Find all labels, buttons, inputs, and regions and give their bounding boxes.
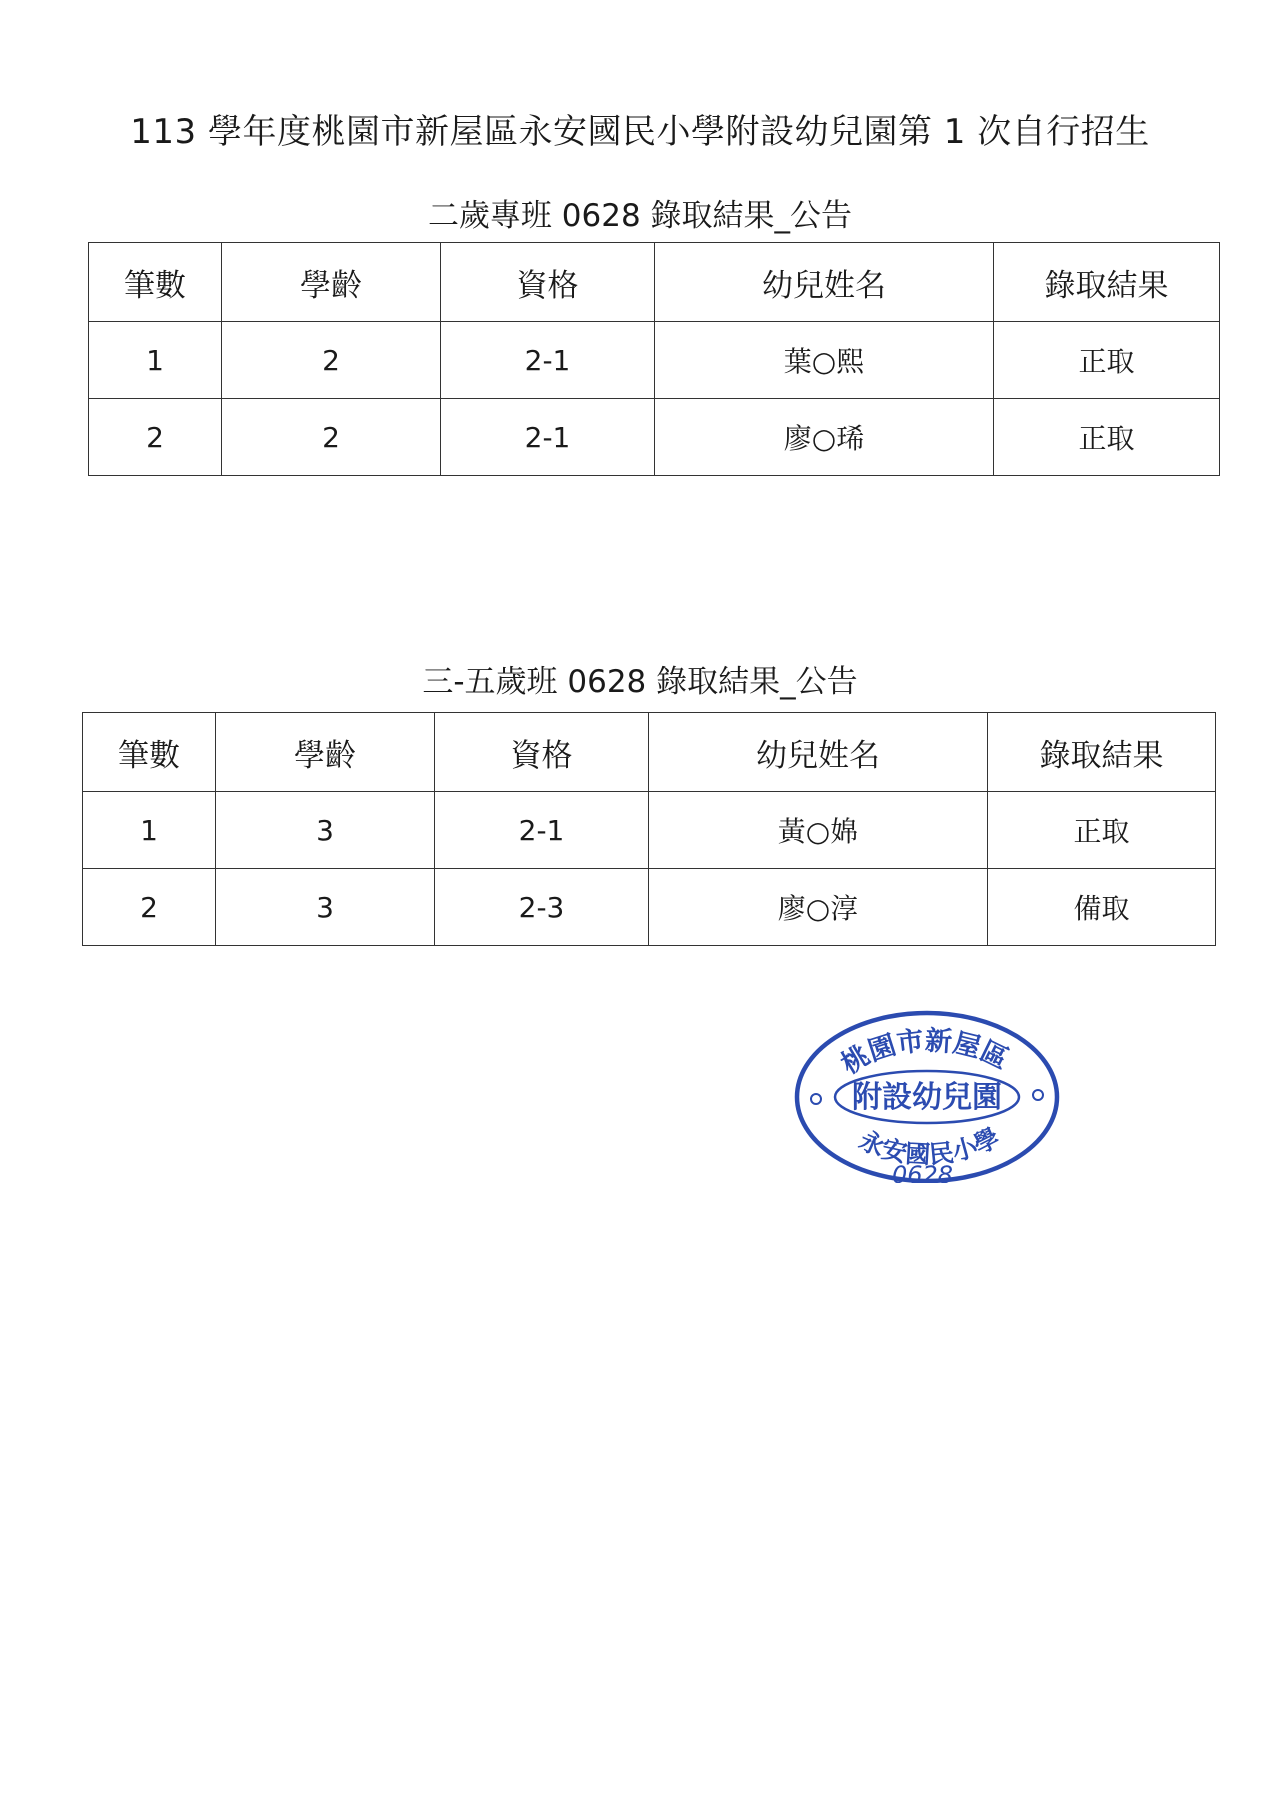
seal-top-text: 桃園市新屋區: [836, 1025, 1013, 1081]
cell-age: 2: [222, 322, 441, 399]
section-title-two-year-class: 二歲專班 0628 錄取結果_公告: [427, 198, 853, 234]
handwritten-date: 0628: [892, 1161, 954, 1183]
section-title-three-to-five-year-class: 三-五歲班 0628 錄取結果_公告: [422, 664, 858, 700]
table-header-row: [89, 243, 1220, 322]
cell-child-name: 黃○婂: [649, 792, 988, 869]
header-age: 學齡: [222, 243, 441, 322]
cell-age: 3: [216, 792, 435, 869]
seal-center-text: 附設幼兒園: [852, 1080, 1002, 1115]
cell-result: 備取: [988, 869, 1216, 946]
cell-child-name: 葉○熙: [655, 322, 994, 399]
cell-qualification: 2-3: [435, 869, 649, 946]
cell-age: 3: [216, 869, 435, 946]
admission-table-three-to-five-year-class: [82, 712, 1216, 946]
header-result: 錄取結果: [994, 243, 1220, 322]
seal-bottom-text: 永安國民小學: [854, 1122, 1005, 1170]
cell-child-name: 廖○淳: [649, 869, 988, 946]
table-header-row: [83, 713, 1216, 792]
seal-graphic: [792, 1003, 1062, 1183]
header-age: 學齡: [216, 713, 435, 792]
cell-count: 2: [83, 869, 216, 946]
table-row: [89, 399, 1220, 476]
header-count: 筆數: [83, 713, 216, 792]
header-count: 筆數: [89, 243, 222, 322]
header-result: 錄取結果: [988, 713, 1216, 792]
cell-result: 正取: [994, 399, 1220, 476]
page-title: 113 學年度桃園市新屋區永安國民小學附設幼兒園第 1 次自行招生: [130, 112, 1150, 152]
table-row: [89, 322, 1220, 399]
table-row: [83, 869, 1216, 946]
cell-count: 1: [83, 792, 216, 869]
cell-count: 2: [89, 399, 222, 476]
header-qualification: 資格: [435, 713, 649, 792]
admission-table-two-year-class: [88, 242, 1220, 476]
cell-qualification: 2-1: [435, 792, 649, 869]
cell-qualification: 2-1: [441, 322, 655, 399]
cell-child-name: 廖○琋: [655, 399, 994, 476]
cell-result: 正取: [988, 792, 1216, 869]
header-child-name: 幼兒姓名: [655, 243, 994, 322]
cell-age: 2: [222, 399, 441, 476]
table-row: [83, 792, 1216, 869]
official-seal-stamp: [792, 1003, 1062, 1183]
cell-count: 1: [89, 322, 222, 399]
cell-qualification: 2-1: [441, 399, 655, 476]
header-child-name: 幼兒姓名: [649, 713, 988, 792]
header-qualification: 資格: [441, 243, 655, 322]
cell-result: 正取: [994, 322, 1220, 399]
